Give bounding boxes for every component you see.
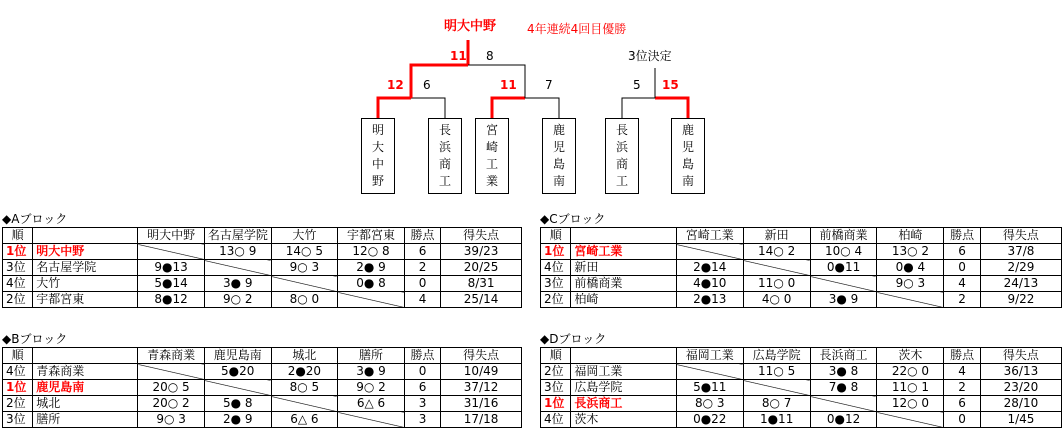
diff-cell: 36/13 <box>980 364 1061 380</box>
result-cell: 9○ 3 <box>877 276 944 292</box>
points-cell: 0 <box>404 364 440 380</box>
header-opponent: 膳所 <box>338 348 405 364</box>
result-cell: 9○ 2 <box>338 380 405 396</box>
header-opponent: 宇都宮東 <box>338 228 405 244</box>
diff-cell: 28/10 <box>980 396 1061 412</box>
header-diff: 得失点 <box>980 348 1061 364</box>
table-row <box>3 364 522 380</box>
diff-cell: 37/12 <box>441 380 522 396</box>
result-cell: 0●22 <box>676 412 743 428</box>
result-cell: 2●14 <box>676 260 743 276</box>
table-row <box>541 396 1062 412</box>
diff-cell: 20/25 <box>441 260 522 276</box>
team-name-cell: 城北 <box>33 396 138 412</box>
points-cell: 6 <box>404 380 440 396</box>
bracket-team-3: 宮 崎 工 業 <box>475 118 509 194</box>
header-opponent: 茨木 <box>877 348 944 364</box>
table-header-row <box>541 348 1062 364</box>
result-cell: 4○ 0 <box>743 292 810 308</box>
result-cell: 13○ 2 <box>877 244 944 260</box>
bracket-line-l2 <box>525 98 559 118</box>
team-name-cell: 明大中野 <box>33 244 138 260</box>
bracket-line-3rd-l <box>622 98 655 118</box>
header-diff: 得失点 <box>441 348 522 364</box>
diff-cell: 31/16 <box>441 396 522 412</box>
diff-cell: 23/20 <box>980 380 1061 396</box>
diff-cell: 39/23 <box>441 244 522 260</box>
points-cell: 0 <box>944 412 980 428</box>
self-match-cell <box>810 396 877 412</box>
header-opponent: 鹿児島南 <box>204 348 271 364</box>
diff-cell: 1/45 <box>980 412 1061 428</box>
result-cell: 20○ 2 <box>138 396 205 412</box>
rank-cell: 4位 <box>3 364 33 380</box>
points-cell: 4 <box>404 292 440 308</box>
result-cell: 0● 8 <box>338 276 405 292</box>
table-row <box>541 364 1062 380</box>
rank-cell: 4位 <box>541 260 571 276</box>
table-row <box>541 260 1062 276</box>
result-cell: 11○ 1 <box>877 380 944 396</box>
final-score-left: 11 <box>450 49 467 63</box>
team-name-cell: 名古屋学院 <box>33 260 138 276</box>
block-b-title: ◆Bブロック <box>2 332 68 346</box>
result-cell: 6△ 6 <box>338 396 405 412</box>
result-cell: 14○ 2 <box>743 244 810 260</box>
result-cell: 2● 9 <box>338 260 405 276</box>
block-a-table <box>2 227 522 308</box>
self-match-cell <box>676 364 743 380</box>
result-cell: 8○ 5 <box>271 380 338 396</box>
semi1-score-left: 12 <box>387 78 404 92</box>
points-cell: 3 <box>404 396 440 412</box>
rank-cell: 2位 <box>541 292 571 308</box>
result-cell: 3● 8 <box>810 364 877 380</box>
points-cell: 4 <box>944 276 980 292</box>
points-cell: 2 <box>944 380 980 396</box>
table-header-row <box>541 228 1062 244</box>
team-name-cell: 茨木 <box>571 412 676 428</box>
diff-cell: 25/14 <box>441 292 522 308</box>
bracket-line-w2 <box>492 98 525 118</box>
table-row <box>3 412 522 428</box>
table-row <box>3 292 522 308</box>
rank-cell: 3位 <box>541 380 571 396</box>
self-match-cell <box>338 292 405 308</box>
header-opponent: 名古屋学院 <box>204 228 271 244</box>
result-cell: 9○ 2 <box>204 292 271 308</box>
result-cell: 12○ 8 <box>338 244 405 260</box>
header-opponent: 新田 <box>743 228 810 244</box>
points-cell: 0 <box>944 260 980 276</box>
result-cell: 11○ 0 <box>743 276 810 292</box>
diff-cell: 10/49 <box>441 364 522 380</box>
table-header-row <box>3 348 522 364</box>
header-rank: 順 <box>3 228 33 244</box>
self-match-cell <box>676 244 743 260</box>
rank-cell: 3位 <box>3 412 33 428</box>
diff-cell: 9/22 <box>980 292 1061 308</box>
result-cell: 5●11 <box>676 380 743 396</box>
team-name-cell: 宮崎工業 <box>571 244 676 260</box>
block-c-table <box>540 227 1062 308</box>
self-match-cell <box>338 412 405 428</box>
semi1-score-right: 6 <box>423 78 431 92</box>
table-row <box>3 244 522 260</box>
header-points: 勝点 <box>404 228 440 244</box>
bracket-team-2: 長 浜 商 工 <box>428 118 462 194</box>
diff-cell: 24/13 <box>980 276 1061 292</box>
diff-cell: 2/29 <box>980 260 1061 276</box>
block-c-title: ◆Cブロック <box>540 212 606 226</box>
result-cell: 13○ 9 <box>204 244 271 260</box>
final-score-right: 8 <box>486 49 494 63</box>
result-cell: 9○ 3 <box>138 412 205 428</box>
header-opponent: 宮崎工業 <box>676 228 743 244</box>
rank-cell: 3位 <box>3 260 33 276</box>
points-cell: 2 <box>944 292 980 308</box>
third-score-right: 15 <box>662 78 679 92</box>
header-opponent: 長浜商工 <box>810 348 877 364</box>
result-cell: 0●12 <box>810 412 877 428</box>
result-cell: 8○ 3 <box>676 396 743 412</box>
result-cell: 8○ 7 <box>743 396 810 412</box>
bracket-team-5: 長 浜 商 工 <box>605 118 639 194</box>
header-team <box>33 348 138 364</box>
team-name-cell: 鹿児島南 <box>33 380 138 396</box>
result-cell: 12○ 0 <box>877 396 944 412</box>
diff-cell: 17/18 <box>441 412 522 428</box>
header-opponent: 明大中野 <box>138 228 205 244</box>
points-cell: 3 <box>404 412 440 428</box>
table-row <box>3 276 522 292</box>
result-cell: 1●11 <box>743 412 810 428</box>
points-cell: 0 <box>404 276 440 292</box>
header-opponent: 城北 <box>271 348 338 364</box>
header-opponent: 青森商業 <box>138 348 205 364</box>
bracket-line-3rd-w <box>655 98 688 118</box>
self-match-cell <box>743 260 810 276</box>
result-cell: 3● 9 <box>338 364 405 380</box>
result-cell: 9○ 3 <box>271 260 338 276</box>
self-match-cell <box>204 380 271 396</box>
table-row <box>541 244 1062 260</box>
self-match-cell <box>743 380 810 396</box>
header-diff: 得失点 <box>441 228 522 244</box>
result-cell: 7● 8 <box>810 380 877 396</box>
table-row <box>541 380 1062 396</box>
result-cell: 10○ 4 <box>810 244 877 260</box>
result-cell: 9●13 <box>138 260 205 276</box>
result-cell: 14○ 5 <box>271 244 338 260</box>
header-points: 勝点 <box>944 228 980 244</box>
self-match-cell <box>877 292 944 308</box>
team-name-cell: 広島学院 <box>571 380 676 396</box>
result-cell: 5● 8 <box>204 396 271 412</box>
header-rank: 順 <box>541 228 571 244</box>
points-cell: 6 <box>404 244 440 260</box>
header-team <box>571 348 676 364</box>
header-rank: 順 <box>541 348 571 364</box>
header-opponent: 福岡工業 <box>676 348 743 364</box>
table-header-row <box>3 228 522 244</box>
result-cell: 11○ 5 <box>743 364 810 380</box>
result-cell: 8●12 <box>138 292 205 308</box>
header-rank: 順 <box>3 348 33 364</box>
third-place-label: 3位決定 <box>628 49 672 63</box>
semi2-score-right: 7 <box>545 78 553 92</box>
diff-cell: 8/31 <box>441 276 522 292</box>
self-match-cell <box>877 412 944 428</box>
team-name-cell: 前橋商業 <box>571 276 676 292</box>
rank-cell: 3位 <box>541 276 571 292</box>
bracket-team-1: 明 大 中 野 <box>361 118 395 194</box>
points-cell: 6 <box>944 244 980 260</box>
bracket-line-l1 <box>411 98 445 118</box>
result-cell: 22○ 0 <box>877 364 944 380</box>
diff-cell: 37/8 <box>980 244 1061 260</box>
points-cell: 2 <box>404 260 440 276</box>
self-match-cell <box>810 276 877 292</box>
result-cell: 3● 9 <box>810 292 877 308</box>
table-row <box>3 380 522 396</box>
header-opponent: 柏崎 <box>877 228 944 244</box>
header-opponent: 大竹 <box>271 228 338 244</box>
result-cell: 6△ 6 <box>271 412 338 428</box>
team-name-cell: 長浜商工 <box>571 396 676 412</box>
header-opponent: 前橋商業 <box>810 228 877 244</box>
rank-cell: 2位 <box>3 292 33 308</box>
header-opponent: 広島学院 <box>743 348 810 364</box>
header-points: 勝点 <box>944 348 980 364</box>
table-row <box>541 292 1062 308</box>
champion-name: 明大中野 <box>444 19 497 34</box>
result-cell: 4●10 <box>676 276 743 292</box>
rank-cell: 2位 <box>3 396 33 412</box>
champion-note: 4年連続4回目優勝 <box>527 22 627 36</box>
rank-cell: 1位 <box>3 244 33 260</box>
third-score-left: 5 <box>633 78 641 92</box>
team-name-cell: 福岡工業 <box>571 364 676 380</box>
block-b-table <box>2 347 522 428</box>
rank-cell: 1位 <box>541 244 571 260</box>
points-cell: 4 <box>944 364 980 380</box>
header-points: 勝点 <box>404 348 440 364</box>
self-match-cell <box>271 396 338 412</box>
team-name-cell: 宇都宮東 <box>33 292 138 308</box>
header-diff: 得失点 <box>980 228 1061 244</box>
header-team <box>571 228 676 244</box>
table-row <box>541 412 1062 428</box>
block-d-table <box>540 347 1062 428</box>
team-name-cell: 青森商業 <box>33 364 138 380</box>
result-cell: 8○ 0 <box>271 292 338 308</box>
table-row <box>541 276 1062 292</box>
bracket-team-6: 鹿 児 島 南 <box>671 118 705 194</box>
self-match-cell <box>138 244 205 260</box>
self-match-cell <box>271 276 338 292</box>
self-match-cell <box>204 260 271 276</box>
bracket-team-4: 鹿 児 島 南 <box>542 118 576 194</box>
result-cell: 3● 9 <box>204 276 271 292</box>
block-d-title: ◆Dブロック <box>540 332 607 346</box>
result-cell: 2●20 <box>271 364 338 380</box>
table-row <box>3 396 522 412</box>
result-cell: 2●13 <box>676 292 743 308</box>
points-cell: 6 <box>944 396 980 412</box>
table-row <box>3 260 522 276</box>
result-cell: 2● 9 <box>204 412 271 428</box>
team-name-cell: 膳所 <box>33 412 138 428</box>
block-a-title: ◆Aブロック <box>2 212 68 226</box>
team-name-cell: 新田 <box>571 260 676 276</box>
team-name-cell: 大竹 <box>33 276 138 292</box>
rank-cell: 4位 <box>541 412 571 428</box>
semi2-score-left: 11 <box>500 78 517 92</box>
team-name-cell: 柏崎 <box>571 292 676 308</box>
result-cell: 5●14 <box>138 276 205 292</box>
rank-cell: 1位 <box>541 396 571 412</box>
rank-cell: 4位 <box>3 276 33 292</box>
result-cell: 5●20 <box>204 364 271 380</box>
self-match-cell <box>138 364 205 380</box>
result-cell: 0● 4 <box>877 260 944 276</box>
bracket-line-final-w <box>411 65 468 98</box>
header-team <box>33 228 138 244</box>
result-cell: 0●11 <box>810 260 877 276</box>
result-cell: 20○ 5 <box>138 380 205 396</box>
rank-cell: 1位 <box>3 380 33 396</box>
rank-cell: 2位 <box>541 364 571 380</box>
bracket-line-w1 <box>378 98 411 118</box>
